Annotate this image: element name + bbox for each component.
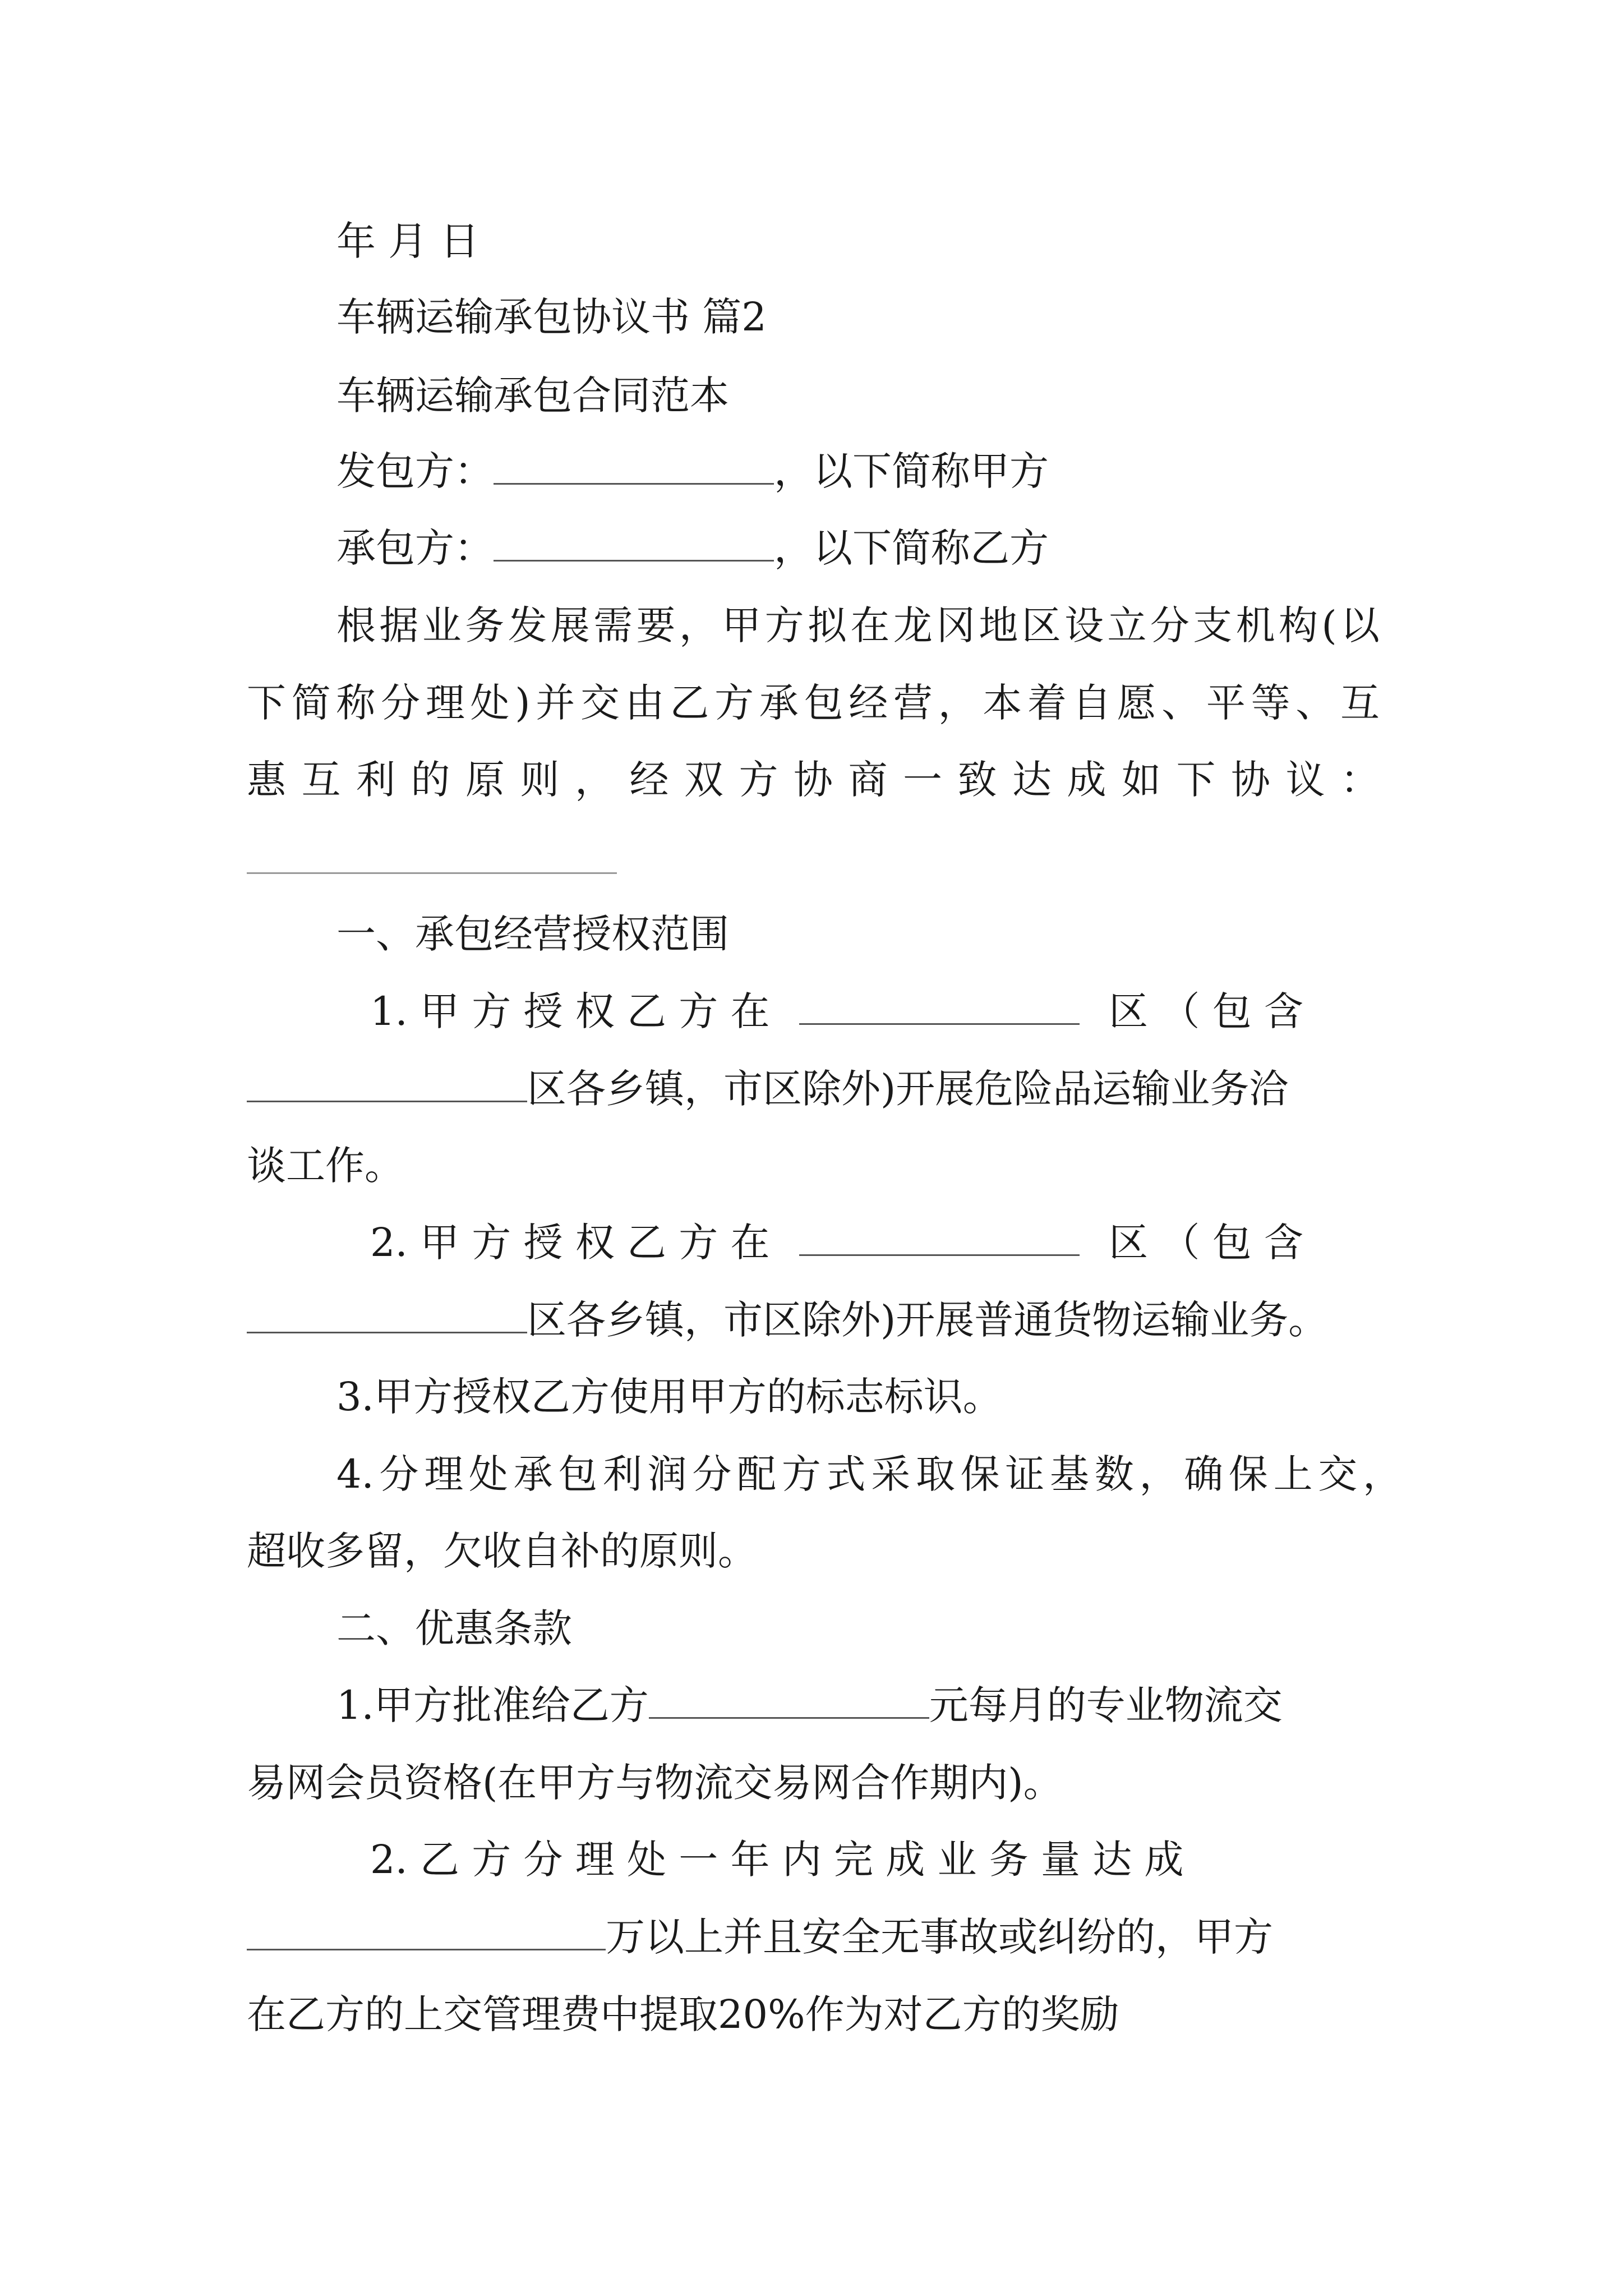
clause-1-1-line-3: 谈工作。 bbox=[247, 1143, 404, 1189]
clause-1-1-text-b: 区 （ 包 含 bbox=[1109, 988, 1303, 1034]
clause-1-2-text-b: 区 （ 包 含 bbox=[1109, 1220, 1303, 1266]
clause-1-4-line-2: 超收多留，欠收自补的原则。 bbox=[247, 1528, 757, 1574]
clause-1-3: 3.甲方授权乙方使用甲方的标志标识。 bbox=[336, 1374, 1002, 1420]
clause-2-2-text-a: 2. 乙 方 分 理 处 一 年 内 完 成 业 务 量 达 成 bbox=[370, 1837, 1184, 1883]
clause-1-2-text-a: 2. 甲 方 授 权 乙 方 在 bbox=[370, 1220, 770, 1266]
section-one-heading: 一、承包经营授权范围 bbox=[336, 911, 729, 957]
clause-2-1-line-2: 易网会员资格(在甲方与物流交易网合作期内)。 bbox=[247, 1760, 1063, 1806]
clause-1-4-line-1: 4.分理处承包利润分配方式采取保证基数，确保上交， bbox=[336, 1451, 1402, 1497]
party-a-label: 发包方： bbox=[336, 448, 494, 494]
section-title: 车辆运输承包协议书 篇2 bbox=[336, 294, 767, 340]
clause-1-1-line-1 bbox=[370, 988, 1380, 1034]
clause-2-2-text-b: 万以上并且安全无事故或纠纷的，甲方 bbox=[606, 1914, 1273, 1960]
date-line: 年 月 日 bbox=[336, 218, 479, 264]
party-b-line bbox=[336, 525, 1380, 571]
clause-2-2-line-3: 在乙方的上交管理费中提取20%作为对乙方的奖励 bbox=[247, 1991, 1119, 2037]
clause-1-2-blank-1 bbox=[799, 1225, 1080, 1256]
intro-line-2: 下简称分理处)并交由乙方承包经营，本着自愿、平等、互 bbox=[247, 680, 1380, 726]
clause-1-2-text-c: 区各乡镇，市区除外)开展普通货物运输业务。 bbox=[527, 1297, 1328, 1343]
party-b-suffix: ，以下简称乙方 bbox=[774, 525, 1049, 571]
clause-1-2-line-2 bbox=[247, 1297, 1380, 1343]
clause-1-1-blank-2 bbox=[247, 1071, 527, 1102]
party-b-blank bbox=[494, 531, 774, 562]
party-b-label: 承包方： bbox=[336, 525, 494, 571]
party-a-line bbox=[336, 448, 1380, 494]
clause-2-1-line-1 bbox=[336, 1682, 1380, 1728]
divider-rule bbox=[247, 872, 617, 874]
clause-2-2-line-2 bbox=[247, 1914, 1380, 1960]
clause-1-1-blank-1 bbox=[799, 994, 1080, 1025]
party-a-blank bbox=[494, 454, 774, 485]
clause-2-1-text-a: 1.甲方批准给乙方 bbox=[336, 1682, 649, 1728]
clause-2-1-text-b: 元每月的专业物流交 bbox=[929, 1682, 1283, 1728]
document-title: 车辆运输承包合同范本 bbox=[336, 372, 729, 418]
clause-1-2-blank-2 bbox=[247, 1303, 527, 1333]
intro-line-1: 根据业务发展需要，甲方拟在龙冈地区设立分支机构(以 bbox=[336, 602, 1380, 648]
clause-1-2-line-1 bbox=[370, 1220, 1380, 1266]
clause-1-1-text-c: 区各乡镇，市区除外)开展危险品运输业务洽 bbox=[527, 1066, 1289, 1112]
clause-1-1-text-a: 1. 甲 方 授 权 乙 方 在 bbox=[370, 988, 770, 1034]
intro-line-3: 惠互利的原则，经双方协商一致达成如下协议： bbox=[247, 757, 1380, 803]
party-a-suffix: ，以下简称甲方 bbox=[774, 448, 1049, 494]
clause-2-2-blank bbox=[247, 1920, 606, 1950]
clause-1-1-line-2 bbox=[247, 1066, 1380, 1112]
clause-2-2-line-1 bbox=[370, 1837, 1380, 1883]
section-two-heading: 二、优惠条款 bbox=[336, 1605, 572, 1651]
clause-2-1-blank bbox=[649, 1688, 929, 1719]
